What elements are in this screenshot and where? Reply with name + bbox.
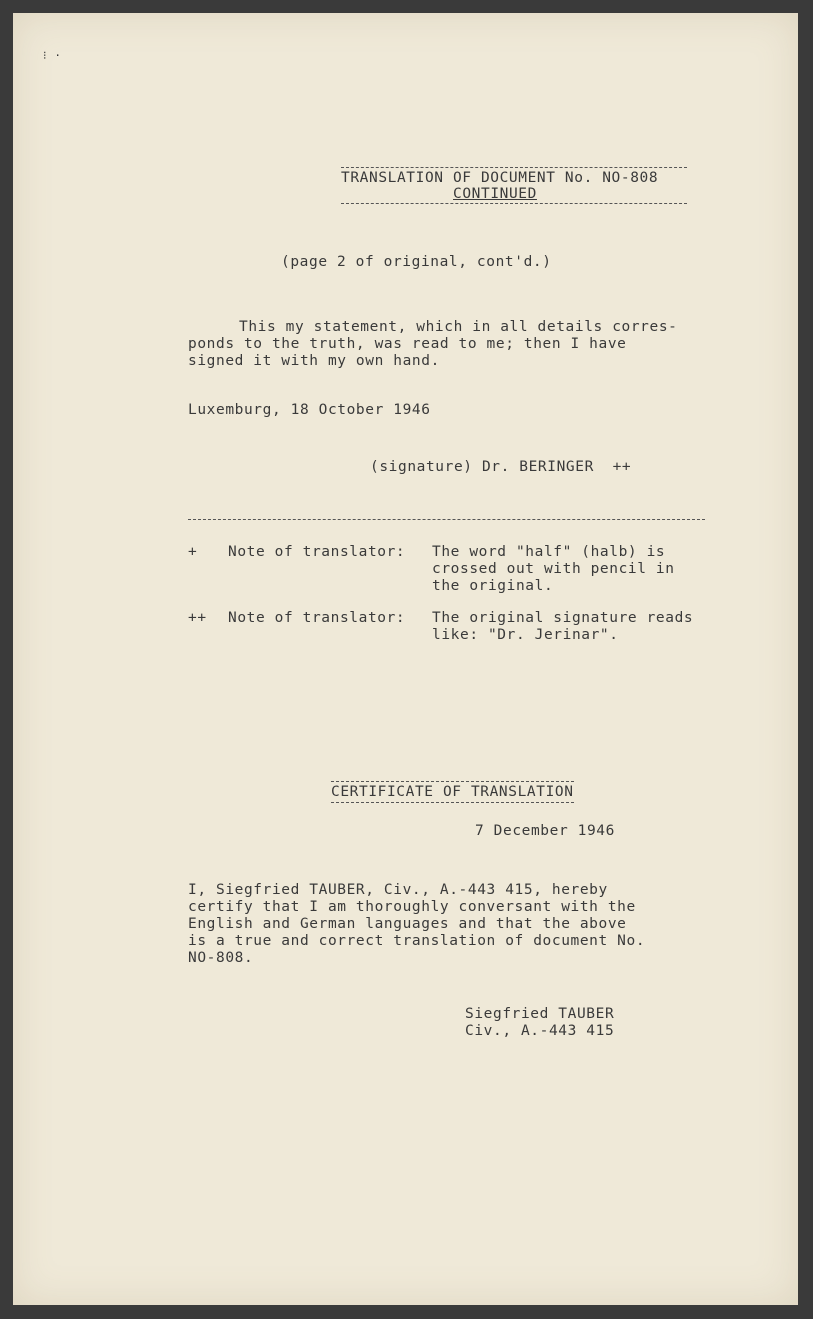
document-page <box>13 13 798 1305</box>
note-text: the original. <box>432 578 554 594</box>
certificate-body-line: is a true and correct translation of document No. <box>188 933 646 949</box>
certificate-body-line: English and German languages and that the above <box>188 916 627 932</box>
note-label: Note of translator: <box>228 610 406 626</box>
certificate-body-line: certify that I am thoroughly conversant with the <box>188 899 636 915</box>
punch-mark: ⁝ · <box>43 49 62 62</box>
certificate-body-line: I, Siegfried TAUBER, Civ., A.-443 415, hereby <box>188 882 608 898</box>
statement-line-2: ponds to the truth, was read to me; then I have <box>188 336 627 352</box>
certificate-title: CERTIFICATE OF TRANSLATION <box>331 781 574 803</box>
header-rule-top <box>341 167 687 168</box>
note-label: Note of translator: <box>228 544 406 560</box>
note-text: crossed out with pencil in <box>432 561 675 577</box>
header-rule-bottom <box>341 203 687 204</box>
header-subtitle: CONTINUED <box>453 186 537 202</box>
header-title: TRANSLATION OF DOCUMENT No. NO-808 <box>341 170 659 186</box>
note-marker: + <box>188 544 198 560</box>
certificate-date: 7 December 1946 <box>475 823 615 839</box>
translator-name: Siegfried TAUBER <box>465 1006 615 1022</box>
note-text: The word "half" (halb) is <box>432 544 666 560</box>
statement-line-1: This my statement, which in all details corres- <box>239 319 678 335</box>
page-note: (page 2 of original, cont'd.) <box>281 254 552 270</box>
statement-line-3: signed it with my own hand. <box>188 353 440 369</box>
certificate-body-line: NO-808. <box>188 950 254 966</box>
note-text: like: "Dr. Jerinar". <box>432 627 619 643</box>
section-divider <box>188 519 705 520</box>
note-marker: ++ <box>188 610 207 626</box>
translator-id: Civ., A.-443 415 <box>465 1023 615 1039</box>
place-date: Luxemburg, 18 October 1946 <box>188 402 431 418</box>
note-text: The original signature reads <box>432 610 694 626</box>
signature-line: (signature) Dr. BERINGER ++ <box>370 459 632 475</box>
